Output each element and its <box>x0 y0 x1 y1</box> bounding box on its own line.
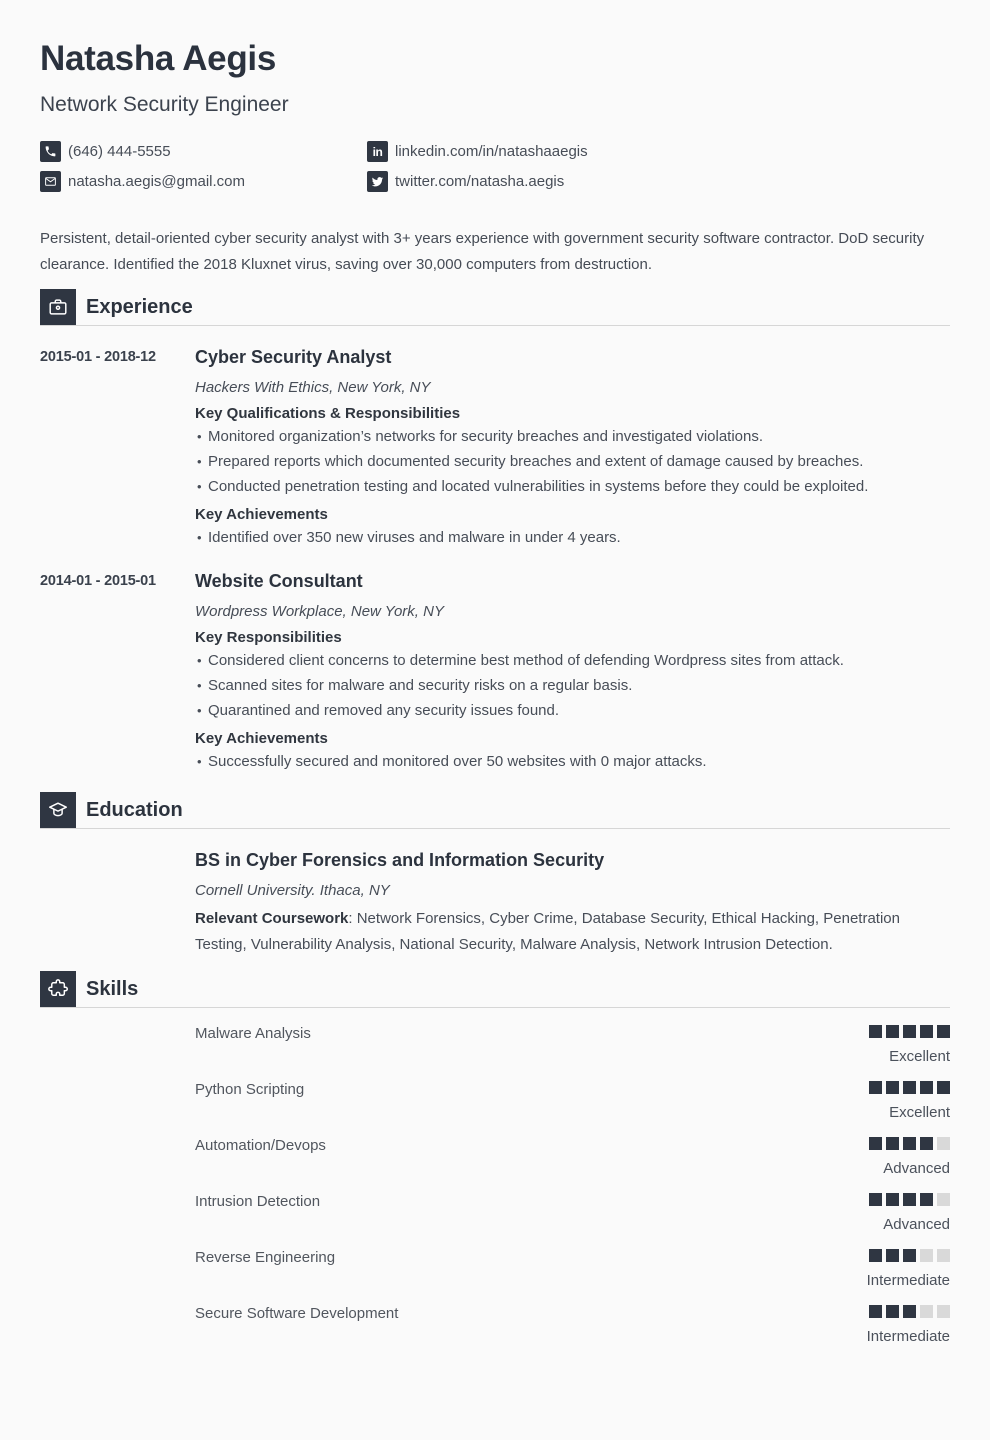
bullet-item: • Conducted penetration testing and located vulnerabilities in systems before they could be exploited. <box>195 474 950 499</box>
skill-rating-squares <box>869 1081 950 1094</box>
skill-row <box>195 1081 950 1123</box>
rating-square <box>903 1025 916 1038</box>
skill-rating-squares <box>869 1193 950 1206</box>
rating-square <box>937 1193 950 1206</box>
experience-company: Hackers With Ethics, New York, NY <box>195 379 431 396</box>
section-title: Experience <box>86 296 193 318</box>
rating-square <box>920 1137 933 1150</box>
skill-row <box>195 1193 950 1235</box>
skill-row <box>195 1305 950 1347</box>
rating-square <box>903 1305 916 1318</box>
group-heading: Key Qualifications & Responsibilities <box>195 405 461 422</box>
bullet-list <box>195 525 950 550</box>
contact-phone <box>40 141 367 162</box>
phone-number[interactable]: (646) 444-5555 <box>68 143 171 160</box>
rating-square <box>886 1249 899 1262</box>
twitter-url[interactable]: twitter.com/natasha.aegis <box>395 173 565 190</box>
skill-rating-squares <box>869 1137 950 1150</box>
linkedin-icon: in <box>367 141 388 162</box>
education-coursework <box>195 906 907 957</box>
rating-square <box>937 1305 950 1318</box>
skill-rating <box>867 1249 950 1291</box>
skill-rating <box>869 1025 950 1067</box>
group-heading: Key Responsibilities <box>195 629 342 646</box>
skill-name: Malware Analysis <box>195 1025 311 1042</box>
rating-square <box>903 1193 916 1206</box>
rating-square <box>937 1137 950 1150</box>
skill-rating <box>869 1193 950 1235</box>
rating-square <box>886 1081 899 1094</box>
graduation-cap-icon <box>40 792 76 828</box>
rating-square <box>920 1305 933 1318</box>
coursework-list: : Network Forensics, Cyber Crime, Database Security, Ethical Hacking, Penetration Testing, Vulnerability Analysis, National Security, Malware Analysis, Network Intrusion Detection. <box>195 910 900 953</box>
rating-square <box>869 1305 882 1318</box>
bullet-list <box>195 749 950 774</box>
skill-rating-squares <box>869 1249 950 1262</box>
rating-square <box>937 1249 950 1262</box>
email-icon <box>40 171 61 192</box>
skill-row <box>195 1137 950 1179</box>
rating-square <box>920 1193 933 1206</box>
section-title: Education <box>86 799 183 821</box>
experience-content <box>195 346 950 550</box>
section-title: Skills <box>86 978 139 1000</box>
bullet-item: • Quarantined and removed any security issues found. <box>195 698 950 723</box>
bullet-item: • Considered client concerns to determine best method of defending Wordpress sites from attack. <box>195 648 950 673</box>
bullet-item: • Prepared reports which documented security breaches and extent of damage caused by breaches. <box>195 449 950 474</box>
rating-square <box>869 1137 882 1150</box>
education-entry <box>40 849 950 957</box>
skill-rating-squares <box>869 1305 950 1318</box>
skill-rating-squares <box>869 1025 950 1038</box>
skill-level-label: Intermediate <box>866 1272 950 1289</box>
skill-name: Automation/Devops <box>195 1137 326 1154</box>
rating-square <box>886 1305 899 1318</box>
section-header-skills <box>40 971 950 1008</box>
person-name: Natasha Aegis <box>40 39 277 78</box>
experience-entry <box>40 346 950 550</box>
rating-square <box>937 1025 950 1038</box>
rating-square <box>886 1025 899 1038</box>
bullet-list <box>195 648 950 723</box>
bullet-item: • Successfully secured and monitored over 50 websites with 0 major attacks. <box>195 749 950 774</box>
rating-square <box>869 1193 882 1206</box>
contact-twitter <box>367 171 588 192</box>
experience-entry <box>40 570 950 774</box>
email-address[interactable]: natasha.aegis@gmail.com <box>68 173 245 190</box>
linkedin-url[interactable]: linkedin.com/in/natashaaegis <box>395 143 588 160</box>
skill-rating <box>867 1305 950 1347</box>
experience-dates: 2015-01 - 2018-12 <box>40 349 156 365</box>
contact-column-left <box>40 141 367 192</box>
skills-list <box>40 1025 950 1347</box>
skill-rating <box>869 1137 950 1179</box>
experience-job-title: Website Consultant <box>195 571 363 591</box>
rating-square <box>903 1081 916 1094</box>
skill-name: Reverse Engineering <box>195 1249 336 1266</box>
briefcase-icon <box>40 289 76 325</box>
rating-square <box>920 1249 933 1262</box>
summary-text: Persistent, detail-oriented cyber security analyst with 3+ years experience with government security software contractor. DoD security clearance. Identified the 2018 Kluxnet virus, saving over 30,000 computers from destruction. <box>40 230 925 273</box>
contact-column-right <box>367 141 588 192</box>
skill-level-label: Advanced <box>883 1216 950 1233</box>
education-degree: BS in Cyber Forensics and Information Security <box>195 850 605 870</box>
experience-content <box>195 570 950 774</box>
bullet-item: • Identified over 350 new viruses and malware in under 4 years. <box>195 525 950 550</box>
skill-row <box>195 1025 950 1067</box>
phone-icon <box>40 141 61 162</box>
skill-level-label: Intermediate <box>866 1328 950 1345</box>
twitter-icon <box>367 171 388 192</box>
rating-square <box>886 1193 899 1206</box>
bullet-list <box>195 424 950 499</box>
skill-level-label: Excellent <box>889 1048 950 1065</box>
skill-level-label: Advanced <box>883 1160 950 1177</box>
education-dates <box>40 849 195 957</box>
skill-name: Secure Software Development <box>195 1305 399 1322</box>
skill-rating <box>869 1081 950 1123</box>
rating-square <box>869 1081 882 1094</box>
puzzle-piece-icon <box>40 971 76 1007</box>
contact-linkedin <box>367 141 588 162</box>
bullet-item: • Monitored organization’s networks for security breaches and investigated violations. <box>195 424 950 449</box>
rating-square <box>937 1081 950 1094</box>
experience-dates: 2014-01 - 2015-01 <box>40 573 156 589</box>
skill-name: Intrusion Detection <box>195 1193 321 1210</box>
rating-square <box>903 1137 916 1150</box>
bullet-item: • Scanned sites for malware and security risks on a regular basis. <box>195 673 950 698</box>
group-heading: Key Achievements <box>195 506 328 523</box>
coursework-label: Relevant Coursework <box>195 910 349 927</box>
skill-level-label: Excellent <box>889 1104 950 1121</box>
person-job-title: Network Security Engineer <box>40 93 289 116</box>
group-heading: Key Achievements <box>195 730 328 747</box>
section-header-experience <box>40 289 950 326</box>
education-content <box>195 849 950 957</box>
section-header-education <box>40 792 950 829</box>
rating-square <box>920 1081 933 1094</box>
rating-square <box>869 1025 882 1038</box>
resume-page <box>0 40 990 1440</box>
experience-company: Wordpress Workplace, New York, NY <box>195 603 444 620</box>
skill-name: Python Scripting <box>195 1081 305 1098</box>
contact-email <box>40 171 367 192</box>
rating-square <box>903 1249 916 1262</box>
experience-job-title: Cyber Security Analyst <box>195 347 392 367</box>
rating-square <box>869 1249 882 1262</box>
rating-square <box>920 1025 933 1038</box>
rating-square <box>886 1137 899 1150</box>
education-school: Cornell University. Ithaca, NY <box>195 882 390 899</box>
contact-info <box>40 141 950 192</box>
skill-row <box>195 1249 950 1291</box>
